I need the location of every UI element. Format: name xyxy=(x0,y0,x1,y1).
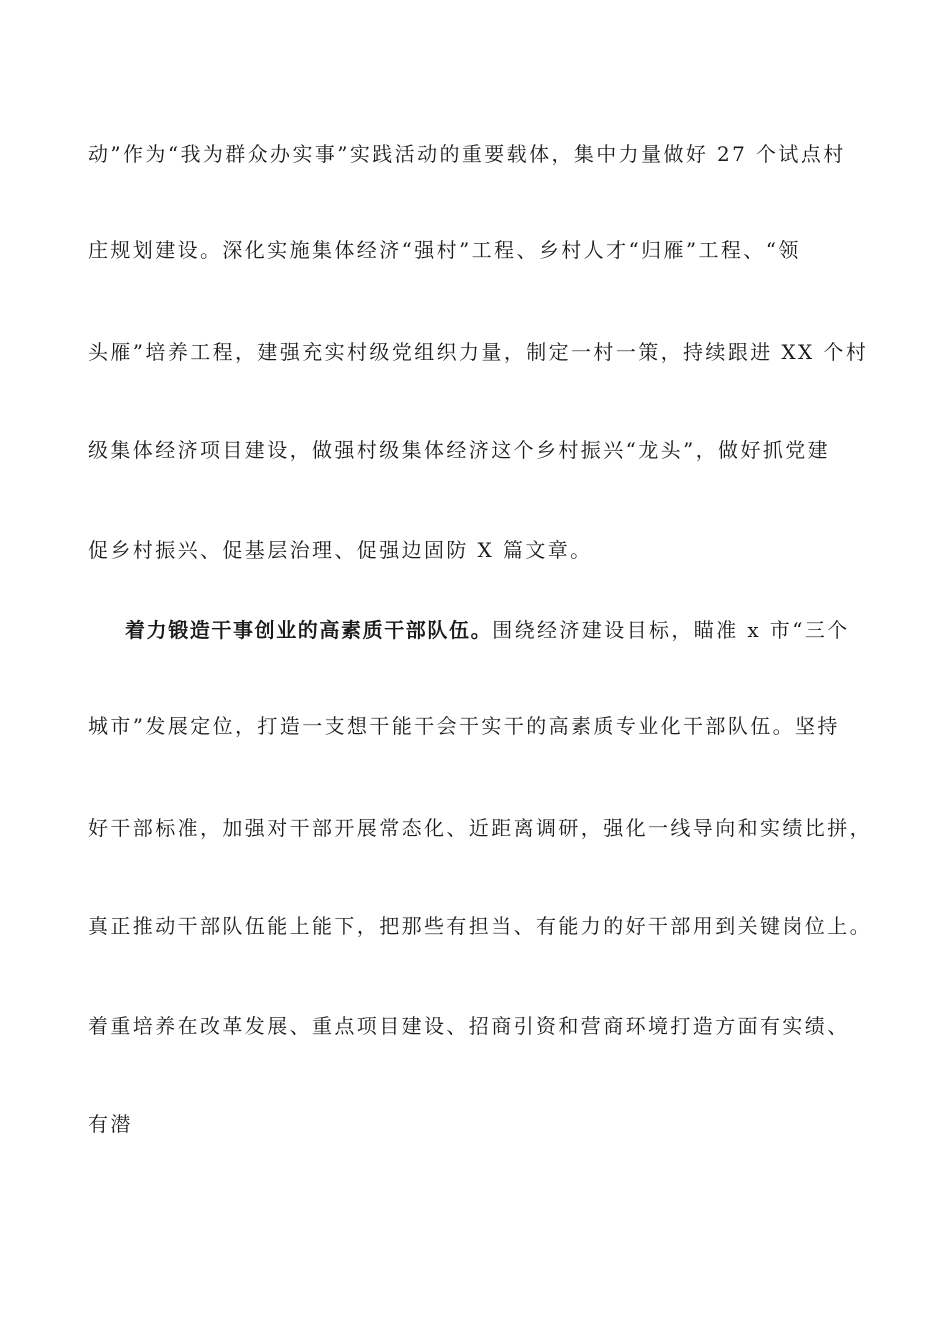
text-line: 动”作为“我为群众办实事”实践活动的重要载体，集中力量做好 27 个试点村 xyxy=(88,142,846,166)
text-line: 好干部标准，加强对干部开展常态化、近距离调研，强化一线导向和实绩比拼， xyxy=(88,816,872,840)
paragraph-heading: 着力锻造干事创业的高素质干部队伍。 xyxy=(125,618,493,642)
text-line: 促乡村振兴、促基层治理、促强边固防 X 篇文章。 xyxy=(88,538,593,562)
text-line: 着重培养在改革发展、重点项目建设、招商引资和营商环境打造方面有实绩、 xyxy=(88,1014,850,1038)
text-line: 城市”发展定位，打造一支想干能干会干实干的高素质专业化干部队伍。坚持 xyxy=(88,714,840,738)
text-line: 头雁”培养工程，建强充实村级党组织力量，制定一村一策，持续跟进 XX 个村 xyxy=(88,340,869,364)
text-line: 庄规划建设。深化实施集体经济“强村”工程、乡村人才“归雁”工程、“领 xyxy=(88,238,801,262)
text-line: 级集体经济项目建设，做强村级集体经济这个乡村振兴“龙头”，做好抓党建 xyxy=(88,438,831,462)
paragraph-first-line xyxy=(125,616,925,644)
text-run: 围绕经济建设目标，瞄准 x 市“三个 xyxy=(492,618,850,642)
text-line: 有潜 xyxy=(88,1112,133,1136)
text-line: 真正推动干部队伍能上能下，把那些有担当、有能力的好干部用到关键岗位上。 xyxy=(88,914,872,938)
